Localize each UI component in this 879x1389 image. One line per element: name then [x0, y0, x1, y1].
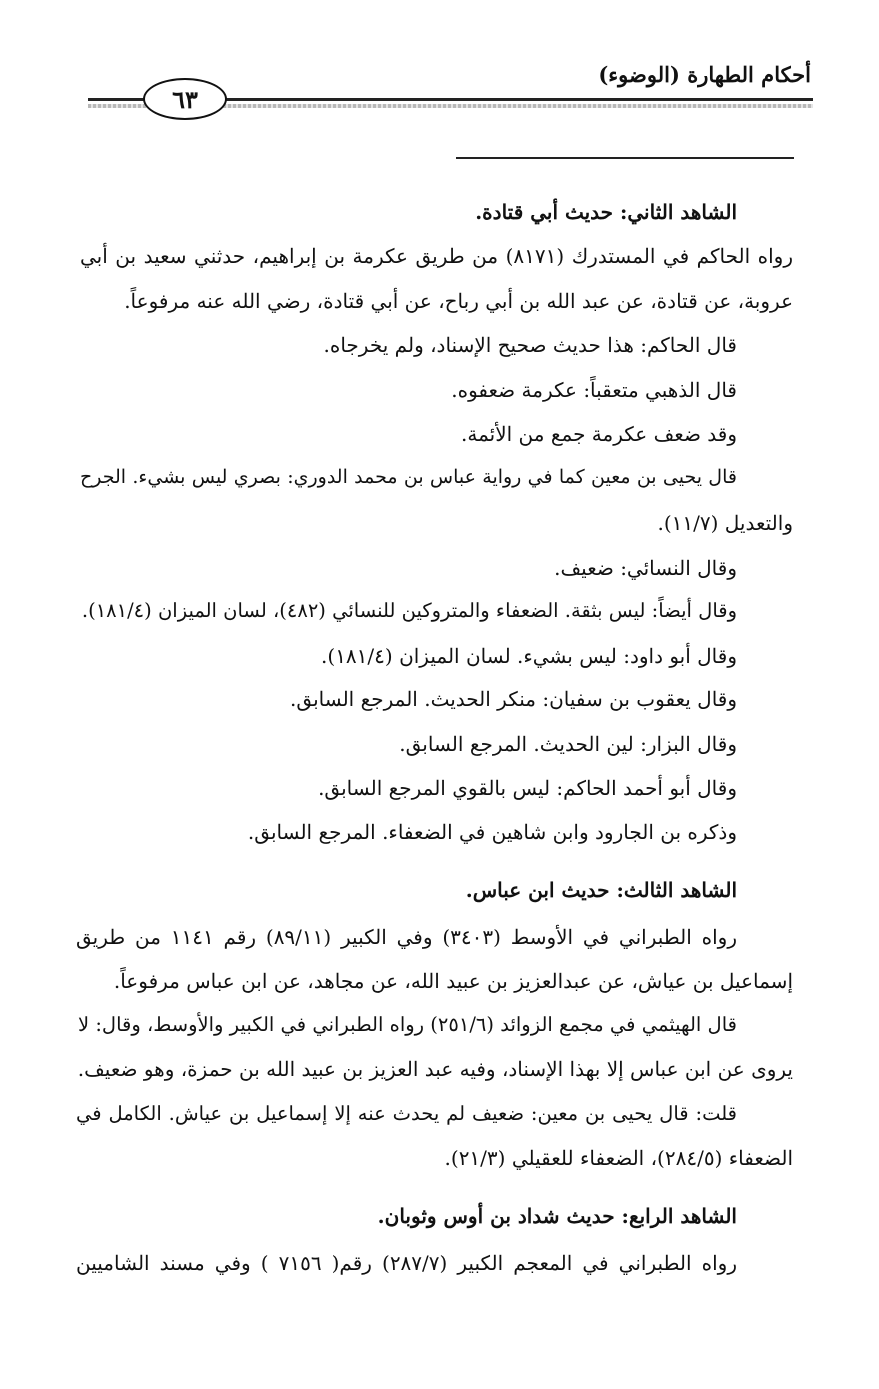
page-number: ٦٣: [143, 78, 227, 120]
paragraph-line: وقال أبو داود: ليس بشيء. لسان الميزان (١٨١/٤).: [321, 644, 737, 668]
paragraph-line: وقال النسائي: ضعيف.: [554, 556, 737, 580]
paragraph-line: قلت: قال يحيى بن معين: ضعيف لم يحدث عنه إلا إسماعيل بن عياش. الكامل في: [76, 1102, 737, 1125]
paragraph-line: رواه الطبراني في المعجم الكبير (٢٨٧/٧) رقم( ٧١٥٦ ) وفي مسند الشاميين: [76, 1251, 737, 1275]
paragraph-line: قال الحاكم: هذا حديث صحيح الإسناد، ولم يخرجاه.: [323, 333, 737, 357]
section-heading: الشاهد الثاني: حديث أبي قتادة.: [475, 200, 737, 224]
paragraph-line: وقال البزار: لين الحديث. المرجع السابق.: [399, 732, 737, 756]
section-heading: الشاهد الرابع: حديث شداد بن أوس وثوبان.: [377, 1204, 737, 1228]
paragraph-line: إسماعيل بن عياش، عن عبدالعزيز بن عبيد الله، عن مجاهد، عن ابن عباس مرفوعاً.: [113, 969, 793, 993]
paragraph-line: قال الهيثمي في مجمع الزوائد (٢٥١/٦) رواه الطبراني في الكبير والأوسط، وقال: لا: [78, 1013, 737, 1036]
paragraph-line: عروبة، عن قتادة، عن عبد الله بن أبي رباح، عن أبي قتادة، رضي الله عنه مرفوعاً.: [124, 289, 793, 313]
paragraph-line: الضعفاء (٢٨٤/٥)، الضعفاء للعقيلي (٢١/٣).: [444, 1146, 793, 1170]
separator-rule: [456, 157, 794, 159]
paragraph-line: رواه الحاكم في المستدرك (٨١٧١) من طريق عكرمة بن إبراهيم، حدثني سعيد بن أبي: [80, 244, 793, 268]
paragraph-line: قال يحيى بن معين كما في رواية عباس بن محمد الدوري: بصري ليس بشيء. الجرح: [80, 466, 737, 488]
paragraph-line: وقال يعقوب بن سفيان: منكر الحديث. المرجع السابق.: [290, 687, 737, 711]
paragraph-line: قال الذهبي متعقباً: عكرمة ضعفوه.: [451, 378, 737, 402]
paragraph-line: يروى عن ابن عباس إلا بهذا الإسناد، وفيه عبد العزيز بن عبيد الله بن حمزة، وهو ضعيف.: [77, 1057, 793, 1081]
paragraph-line: وقد ضعف عكرمة جمع من الأئمة.: [461, 422, 737, 446]
paragraph-line: والتعديل (١١/٧).: [657, 511, 793, 535]
paragraph-line: رواه الطبراني في الأوسط (٣٤٠٣) وفي الكبير (٨٩/١١) رقم ١١٤١ من طريق: [76, 925, 737, 949]
paragraph-line: وقال أيضاً: ليس بثقة. الضعفاء والمتروكين للنسائي (٤٨٢)، لسان الميزان (١٨١/٤).: [81, 599, 737, 622]
paragraph-line: وقال أبو أحمد الحاكم: ليس بالقوي المرجع السابق.: [318, 776, 737, 800]
paragraph-line: وذكره بن الجارود وابن شاهين في الضعفاء. المرجع السابق.: [247, 820, 737, 844]
running-title: أحكام الطهارة (الوضوء): [598, 62, 811, 87]
section-heading: الشاهد الثالث: حديث ابن عباس.: [465, 878, 737, 902]
